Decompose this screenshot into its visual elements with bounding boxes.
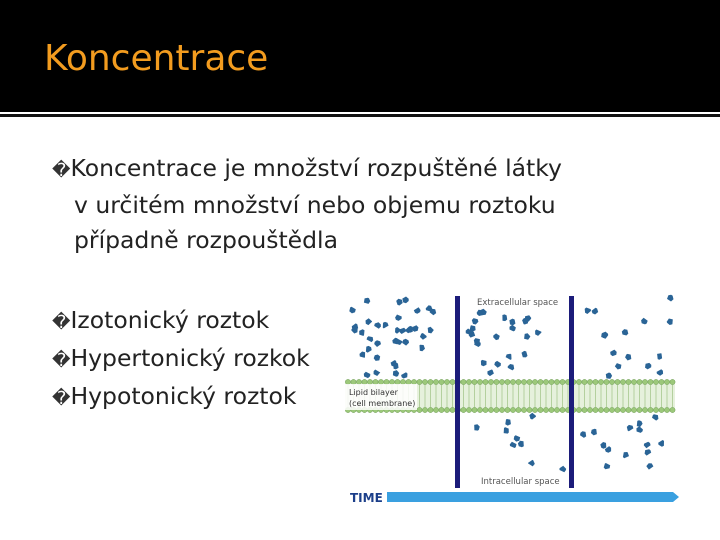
lipid-head <box>598 407 603 412</box>
lipid-head <box>615 379 620 384</box>
solute-molecule <box>505 419 511 426</box>
diffusion-figure <box>345 292 683 510</box>
bullet-hypertonic <box>52 344 310 372</box>
lipid-head <box>532 379 537 384</box>
solute-molecule <box>615 363 622 369</box>
lipid-head <box>582 407 587 412</box>
lipid-head <box>461 379 466 384</box>
lipid-head <box>609 379 614 384</box>
solute-molecule <box>524 333 530 339</box>
lipid-head <box>488 407 493 412</box>
lipid-head <box>549 379 554 384</box>
bullet-isotonic <box>52 306 269 334</box>
lipid-head <box>554 407 559 412</box>
lipid-head <box>422 407 427 412</box>
solute-molecule <box>504 427 509 433</box>
lipid-head <box>428 407 433 412</box>
solute-molecule <box>366 318 373 325</box>
stage-divider-2 <box>569 296 574 488</box>
time-arrow <box>387 492 679 502</box>
lipid-head <box>367 379 372 384</box>
solute-molecule <box>367 336 374 342</box>
solute-molecule <box>487 370 494 377</box>
solute-molecule <box>477 310 483 316</box>
lipid-head <box>653 407 658 412</box>
solute-molecule <box>395 315 402 321</box>
lipid-head <box>411 379 416 384</box>
solute-molecule <box>374 370 381 377</box>
lipid-head <box>620 407 625 412</box>
lipid-head <box>510 379 515 384</box>
solute-molecule <box>420 345 426 351</box>
lipid-head <box>417 407 422 412</box>
lipid-head <box>549 407 554 412</box>
lipid-head <box>642 407 647 412</box>
time-label: TIME <box>350 491 383 505</box>
solute-molecule <box>374 340 381 347</box>
bullet-glyph: � <box>52 350 71 371</box>
title-divider <box>0 114 720 117</box>
solute-molecule <box>472 318 479 324</box>
lipid-head <box>477 379 482 384</box>
definition-bullet <box>52 151 672 258</box>
lipid-head <box>598 379 603 384</box>
lipid-head <box>648 379 653 384</box>
lipid-head <box>384 379 389 384</box>
lipid-head <box>422 379 427 384</box>
lipid-head <box>538 407 543 412</box>
solute-molecule <box>494 361 501 368</box>
solute-molecule <box>412 325 418 332</box>
extracellular-label: Extracellular space <box>477 298 559 308</box>
lipid-head <box>395 379 400 384</box>
lipid-head <box>466 379 471 384</box>
solute-molecule <box>493 333 500 340</box>
lipid-head <box>362 379 367 384</box>
lipid-head <box>582 379 587 384</box>
lipid-head <box>444 379 449 384</box>
solute-molecule <box>392 338 397 345</box>
lipid-head <box>560 407 565 412</box>
lipid-head <box>604 407 609 412</box>
solute-molecule <box>393 363 398 370</box>
lipid-head <box>593 407 598 412</box>
lipid-head <box>527 379 532 384</box>
bullet-isotonic-text: Izotonický roztok <box>70 306 270 334</box>
solute-molecule <box>528 460 535 467</box>
lipid-head <box>521 379 526 384</box>
solute-molecule <box>474 424 480 430</box>
lipid-head <box>483 407 488 412</box>
lipid-head <box>576 407 581 412</box>
definition-line-1: Koncentrace je množství rozpuštěné látky <box>70 154 562 182</box>
solute-molecule <box>600 442 606 449</box>
solute-molecule <box>667 319 673 326</box>
lipid-head <box>505 379 510 384</box>
lipid-head <box>389 379 394 384</box>
lipid-head <box>450 407 455 412</box>
definition-line-3: případně rozpouštědla <box>74 226 338 254</box>
solute-molecule <box>509 319 515 326</box>
solute-molecule <box>591 429 597 436</box>
lipid-head <box>543 379 548 384</box>
lipid-head <box>554 379 559 384</box>
lipid-head <box>538 379 543 384</box>
solute-molecule <box>428 327 434 334</box>
bullet-hypotonic <box>52 382 296 410</box>
lipid-head <box>505 407 510 412</box>
solute-molecule <box>652 414 658 420</box>
solute-molecule <box>667 295 674 302</box>
lipid-head <box>400 379 405 384</box>
lipid-head <box>472 407 477 412</box>
lipid-head <box>521 407 526 412</box>
solute-molecule <box>502 314 507 321</box>
solute-molecule <box>420 333 427 340</box>
solute-molecule <box>393 370 399 377</box>
solute-molecule <box>636 426 643 433</box>
lipid-head <box>466 407 471 412</box>
lipid-head <box>527 407 532 412</box>
lipid-head <box>664 407 669 412</box>
solute-molecule <box>606 373 612 379</box>
solute-molecule <box>560 466 567 472</box>
solute-molecule <box>401 372 407 378</box>
solute-molecule <box>374 322 381 329</box>
membrane-label-1: Lipid bilayer <box>349 388 398 397</box>
solute-molecule <box>657 369 664 376</box>
solute-molecule <box>645 449 652 455</box>
lipid-head <box>516 379 521 384</box>
solute-molecule <box>402 339 409 346</box>
lipid-head <box>631 379 636 384</box>
lipid-head <box>587 407 592 412</box>
solute-molecule <box>627 425 634 431</box>
lipid-head <box>560 379 565 384</box>
solute-molecule <box>481 360 487 366</box>
lipid-head <box>609 407 614 412</box>
lipid-head <box>615 407 620 412</box>
lipid-head <box>433 379 438 384</box>
bullet-glyph: � <box>52 388 71 409</box>
solute-molecule <box>364 298 370 304</box>
solute-molecule <box>645 363 651 370</box>
solute-molecule <box>374 355 381 361</box>
lipid-head <box>499 407 504 412</box>
title-bar <box>0 0 720 112</box>
lipid-head <box>543 407 548 412</box>
lipid-head <box>345 379 350 384</box>
lipid-head <box>670 379 675 384</box>
solute-molecule <box>364 372 371 378</box>
lipid-head <box>472 379 477 384</box>
lipid-head <box>516 407 521 412</box>
lipid-head <box>642 379 647 384</box>
solute-molecule <box>623 452 629 458</box>
lipid-head <box>439 379 444 384</box>
lipid-head <box>637 379 642 384</box>
lipid-head <box>356 379 361 384</box>
bullet-glyph: � <box>52 160 71 181</box>
solute-molecule <box>396 299 403 306</box>
solute-molecule <box>641 318 648 325</box>
lipid-head <box>670 407 675 412</box>
membrane-label-2: (cell membrane) <box>349 399 416 408</box>
lipid-head <box>604 379 609 384</box>
lipid-head <box>378 379 383 384</box>
solute-molecule <box>366 346 372 353</box>
lipid-head <box>626 379 631 384</box>
lipid-head <box>626 407 631 412</box>
solute-molecule <box>506 354 512 360</box>
slide-title: Koncentrace <box>44 38 269 79</box>
lipid-head <box>620 379 625 384</box>
lipid-head <box>477 407 482 412</box>
lipid-head <box>631 407 636 412</box>
solute-molecule <box>647 463 654 469</box>
solute-molecule <box>402 297 408 304</box>
lipid-head <box>428 379 433 384</box>
lipid-head <box>510 407 515 412</box>
solute-molecule <box>360 352 366 358</box>
lipid-head <box>483 379 488 384</box>
lipid-head <box>417 379 422 384</box>
solute-molecule <box>349 307 356 314</box>
diffusion-diagram <box>345 292 683 510</box>
lipid-head <box>659 407 664 412</box>
solute-molecule <box>535 330 541 336</box>
lipid-head <box>406 379 411 384</box>
solute-molecule <box>430 309 437 316</box>
lipid-head <box>587 379 592 384</box>
lipid-head <box>373 379 378 384</box>
solute-molecule <box>383 322 389 329</box>
solute-molecule <box>622 329 629 335</box>
definition-line-2: v určitém množství nebo objemu roztoku <box>74 191 556 219</box>
solute-molecule <box>514 435 521 441</box>
solute-molecule <box>359 329 364 336</box>
solute-molecule <box>657 353 662 360</box>
solute-molecule <box>414 307 421 314</box>
stage-divider-1 <box>455 296 460 488</box>
lipid-head <box>439 407 444 412</box>
solute-molecule <box>510 442 517 448</box>
lipid-head <box>494 379 499 384</box>
solute-molecule <box>529 413 536 420</box>
lipid-head <box>433 407 438 412</box>
lipid-head <box>488 379 493 384</box>
lipid-head <box>664 379 669 384</box>
lipid-head <box>576 379 581 384</box>
bullet-hypertonic-text: Hypertonický rozkok <box>70 344 310 372</box>
lipid-head <box>593 379 598 384</box>
lipid-head <box>653 379 658 384</box>
lipid-head <box>648 407 653 412</box>
solute-molecule <box>522 318 528 325</box>
solute-molecule <box>580 431 586 438</box>
solute-molecule <box>625 354 631 361</box>
lipid-head <box>499 379 504 384</box>
solute-molecule <box>400 328 407 334</box>
solute-molecule <box>637 420 643 427</box>
solute-molecule <box>610 350 617 357</box>
lipid-head <box>494 407 499 412</box>
intracellular-label: Intracellular space <box>481 477 560 487</box>
solute-molecule <box>510 325 516 332</box>
lipid-head <box>461 407 466 412</box>
solute-molecule <box>585 308 591 315</box>
solute-molecule <box>508 364 515 370</box>
solute-molecule <box>658 440 664 447</box>
solute-molecule <box>522 351 528 358</box>
lipid-head <box>532 407 537 412</box>
bullet-hypotonic-text: Hypotonický roztok <box>70 382 297 410</box>
lipid-head <box>351 379 356 384</box>
lipid-head <box>444 407 449 412</box>
lipid-head <box>637 407 642 412</box>
lipid-head <box>659 379 664 384</box>
lipid-head <box>450 379 455 384</box>
solute-molecule <box>644 442 651 449</box>
solute-molecule <box>592 308 599 315</box>
bullet-glyph: � <box>52 312 71 333</box>
solute-molecule <box>518 441 524 448</box>
solute-molecule <box>604 463 611 469</box>
